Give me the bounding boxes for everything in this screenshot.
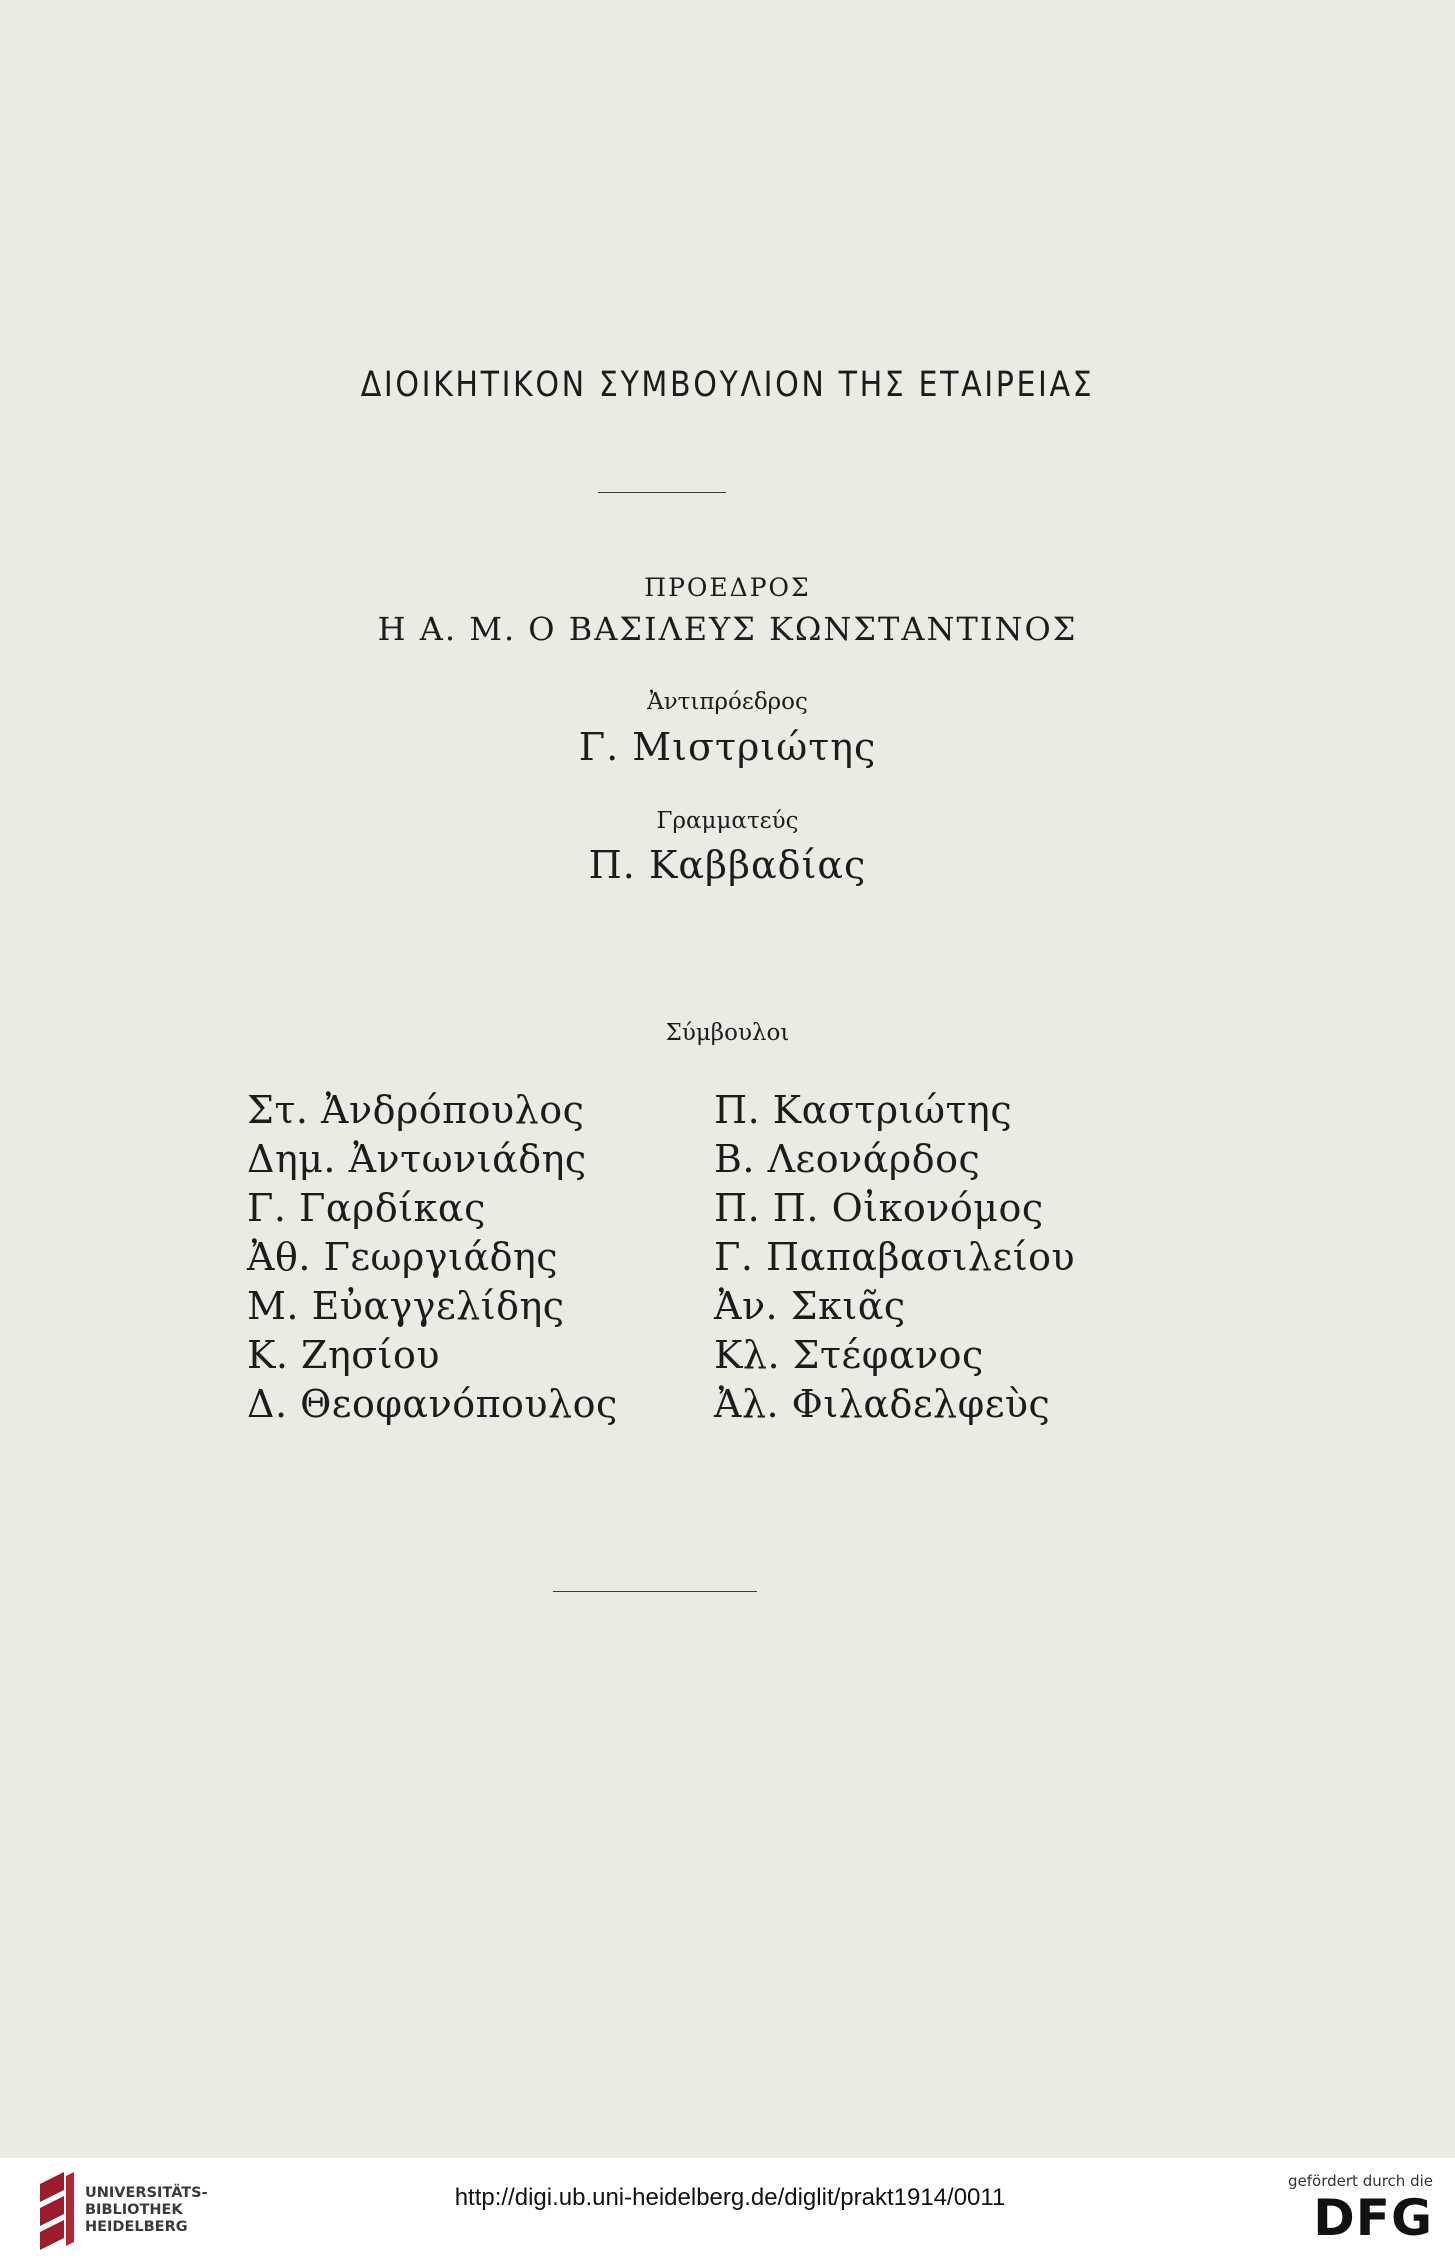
council-member: Κ. Ζησίου (247, 1333, 441, 1377)
divider-bottom (553, 1591, 757, 1592)
secretary-name: Π. Καββαδίας (588, 843, 867, 887)
president-title: ΠΡΟΕΔΡΟΣ (644, 573, 811, 602)
library-name-line: HEIDELBERG (85, 2219, 188, 2235)
secretary-title: Γραμματεύς (656, 808, 799, 834)
council-member: Γ. Γαρδίκας (247, 1186, 486, 1230)
library-name-line: UNIVERSITÄTS- (85, 2185, 208, 2201)
divider-top (598, 492, 726, 493)
vice-president-title: Ἀντιπρόεδρος (647, 689, 808, 715)
funded-by-text: gefördert durch die (1288, 2172, 1433, 2190)
council-left-column (247, 1086, 618, 1429)
council-member: Στ. Ἀνδρόπουλος (247, 1088, 585, 1132)
dfg-logo: DFG (1313, 2189, 1433, 2247)
council-member: Κλ. Στέφανος (714, 1333, 984, 1377)
council-member: Δ. Θεοφανόπουλος (247, 1382, 618, 1426)
council-member: Ἀλ. Φιλαδελφεὺς (714, 1382, 1051, 1426)
president-name: Η Α. Μ. Ο ΒΑΣΙΛΕΥΣ ΚΩΝΣΤΑΝΤΙΝΟΣ (377, 610, 1078, 648)
vice-president-name: Γ. Μιστριώτης (578, 725, 877, 769)
council-member: Π. Καστριώτης (714, 1088, 1013, 1132)
council-member: Ἀν. Σκιᾶς (714, 1284, 906, 1328)
council-member: Π. Π. Οἰκονόμος (714, 1186, 1044, 1230)
council-title: Σύμβουλοι (665, 1020, 790, 1046)
funder-block (1288, 2172, 1433, 2246)
council-member: Γ. Παπαβασιλείου (714, 1235, 1076, 1279)
page-heading: ΔΙΟΙΚΗΤΙΚΟΝ ΣΥΜΒΟΥΛΙΟΝ ΤΗΣ ΕΤΑΙΡΕΙΑΣ (360, 365, 1095, 405)
source-url-link[interactable]: http://digi.ub.uni-heidelberg.de/diglit/prakt1914/0011 (454, 2184, 1006, 2211)
library-name-line: BIBLIOTHEK (85, 2202, 183, 2218)
council-member: Μ. Εὐαγγελίδης (247, 1284, 565, 1328)
council-member: Β. Λεονάρδος (714, 1137, 981, 1181)
council-right-column (714, 1086, 1075, 1429)
council-member: Δημ. Ἀντωνιάδης (247, 1137, 587, 1181)
library-name (85, 2185, 208, 2236)
library-logo-icon (34, 2170, 78, 2250)
council-member: Ἀθ. Γεωργιάδης (247, 1235, 559, 1279)
